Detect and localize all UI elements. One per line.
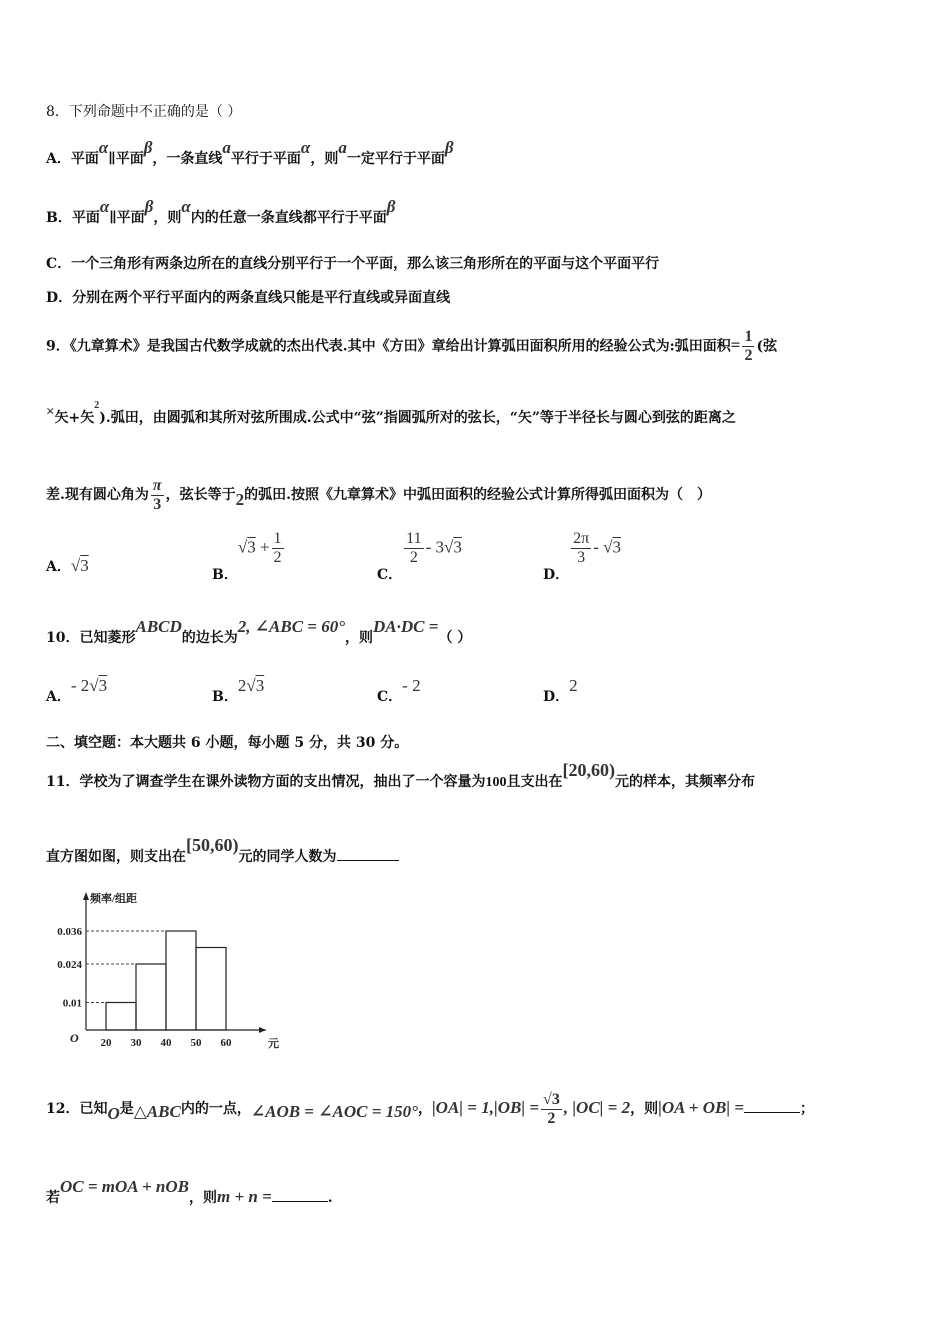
text: 差.现有圆心角为 bbox=[46, 487, 149, 503]
number: 100 bbox=[485, 775, 507, 790]
text: 内的一点， bbox=[180, 1101, 251, 1117]
text: 且支出在 bbox=[506, 774, 563, 790]
text: 的弧田.按照《九章算术》中弧田面积的经验公式计算所得弧田面积为（ ） bbox=[244, 487, 711, 503]
text: ，则 bbox=[153, 210, 182, 226]
histogram-bar bbox=[166, 931, 196, 1030]
text: ).弧田，由圆弧和其所对弦所围成.公式中“弦”指圆弧所对的弦长，“矢”等于半径长与圆心到弦的距离之 bbox=[99, 410, 736, 426]
denominator: 2 bbox=[744, 347, 753, 364]
x-tick-label: 50 bbox=[190, 1037, 202, 1049]
math: = bbox=[730, 335, 741, 355]
text: 一个三角形有两条边所在的直线分别平行于一个平面，那么该三角形所在的平面与这个平面平行 bbox=[71, 256, 660, 272]
math: - 3√3 bbox=[425, 537, 462, 557]
text: ∥平面 bbox=[108, 151, 144, 167]
text: ，则 bbox=[188, 1190, 217, 1206]
radicand: 3 bbox=[247, 537, 256, 557]
y-tick-label: 0.036 bbox=[57, 926, 82, 938]
math: β bbox=[144, 197, 154, 216]
q9-line-3 bbox=[46, 474, 711, 515]
text: ，弦长等于 bbox=[165, 487, 236, 503]
text: ； bbox=[800, 1101, 815, 1117]
section-heading: 二、填空题：本大题共 6 小题，每小题 5 分，共 30 分。 bbox=[46, 735, 409, 751]
histogram-bar bbox=[136, 964, 166, 1030]
text: ， bbox=[417, 1101, 432, 1117]
q9-options bbox=[46, 530, 906, 583]
option-label: B． bbox=[212, 689, 238, 705]
q10-stem bbox=[46, 617, 472, 648]
fraction-one-half bbox=[742, 328, 754, 365]
text: 9．《九章算术》是我国古代数学成就的杰出代表.其中《方田》章给出计算弧田面积所用的经验公式为:弧田面积 bbox=[46, 338, 731, 355]
denominator: 2 bbox=[409, 549, 418, 566]
origin-label: O bbox=[70, 1031, 79, 1045]
x-tick-label: 60 bbox=[220, 1037, 232, 1049]
coefficient: 2 bbox=[237, 676, 247, 695]
text: 分别在两个平行平面内的两条直线只能是平行直线或异面直线 bbox=[72, 290, 451, 306]
numerator: 1 bbox=[273, 530, 282, 547]
math: 2 bbox=[235, 490, 245, 509]
math: a bbox=[222, 138, 231, 157]
q10-option-a bbox=[46, 676, 108, 707]
text: 若 bbox=[46, 1190, 60, 1206]
q9-line-1 bbox=[46, 328, 777, 365]
radicand: 3 bbox=[453, 537, 462, 557]
math: 2 bbox=[94, 400, 100, 411]
math: [20,60) bbox=[562, 760, 615, 780]
q9-option-d bbox=[543, 530, 621, 583]
text: 内的任意一条直线都平行于平面 bbox=[190, 210, 387, 226]
math: |OB| = bbox=[493, 1098, 540, 1117]
fraction bbox=[272, 530, 284, 567]
q8-option-d bbox=[46, 288, 450, 308]
minus-term: - 3 bbox=[425, 537, 444, 557]
q10-options bbox=[46, 676, 906, 710]
math: β bbox=[444, 138, 454, 157]
math: - √3 bbox=[593, 537, 621, 557]
answer-blank[interactable] bbox=[337, 846, 399, 861]
q9-line-2 bbox=[46, 400, 736, 430]
radicand: 3 bbox=[98, 676, 108, 695]
denominator: 2 bbox=[547, 1109, 556, 1127]
histogram-bar bbox=[196, 948, 226, 1031]
option-label: D． bbox=[543, 689, 570, 705]
plus-sign: + bbox=[259, 537, 270, 557]
x-tick-label: 20 bbox=[100, 1037, 112, 1049]
math: [50,60) bbox=[186, 835, 239, 855]
text: ，则 bbox=[345, 630, 374, 646]
text: （ ） bbox=[438, 630, 472, 646]
option-label: A． bbox=[46, 151, 71, 167]
answer-blank[interactable] bbox=[272, 1187, 328, 1202]
denominator: 2 bbox=[273, 549, 282, 566]
text: ，则 bbox=[310, 151, 339, 167]
option-label: A． bbox=[46, 559, 71, 575]
text: 一定平行于平面 bbox=[346, 151, 445, 167]
radicand: 3 bbox=[80, 556, 89, 575]
option-label: B． bbox=[46, 210, 72, 226]
math: √3 bbox=[70, 556, 89, 575]
text: 是 bbox=[119, 1101, 134, 1117]
denominator: 3 bbox=[577, 549, 586, 566]
text: 矢+矢 bbox=[54, 410, 95, 426]
x-tick-label: 40 bbox=[160, 1037, 172, 1049]
text: ∥平面 bbox=[109, 210, 145, 226]
answer-blank[interactable] bbox=[744, 1098, 800, 1113]
math: ∠AOB = ∠AOC = 150° bbox=[250, 1102, 418, 1121]
text: (弦 bbox=[756, 338, 778, 355]
text: 元的同学人数为 bbox=[238, 849, 337, 865]
q9-option-b bbox=[212, 530, 286, 583]
numerator: √3 bbox=[543, 1090, 560, 1108]
fraction bbox=[404, 530, 423, 567]
option-label: A． bbox=[46, 689, 71, 705]
histogram-bar bbox=[106, 1003, 136, 1031]
math: β bbox=[143, 138, 153, 157]
q11-line-2 bbox=[46, 835, 399, 867]
numerator: π bbox=[152, 476, 162, 494]
option-label: C． bbox=[377, 566, 403, 583]
text: 平面 bbox=[70, 151, 99, 167]
coefficient: - 2 bbox=[70, 676, 90, 695]
text: 平面 bbox=[71, 210, 100, 226]
text: 平行于平面 bbox=[230, 151, 301, 167]
x-axis-label: 元 bbox=[268, 1038, 279, 1050]
minus-sign: - bbox=[593, 537, 599, 557]
text: 直方图如图，则支出在 bbox=[46, 849, 186, 865]
math: β bbox=[386, 197, 396, 216]
q9-option-c bbox=[377, 530, 462, 583]
option-label: D． bbox=[543, 566, 570, 583]
math: α bbox=[181, 197, 191, 216]
text: . bbox=[327, 1190, 333, 1206]
math: , |OC| = 2 bbox=[563, 1098, 631, 1117]
q8-option-a bbox=[46, 138, 454, 169]
q8-option-b bbox=[46, 197, 396, 228]
math: √3 + bbox=[237, 537, 270, 557]
math: 2, ∠ABC = 60° bbox=[237, 617, 346, 636]
x-tick-label: 30 bbox=[130, 1037, 142, 1049]
radicand: 3 bbox=[612, 537, 621, 557]
q9-option-a bbox=[46, 556, 89, 577]
option-label: C． bbox=[377, 689, 403, 705]
math: OC = mOA + nOB bbox=[60, 1177, 189, 1196]
y-axis-arrow bbox=[83, 892, 89, 900]
text: 12．已知 bbox=[46, 1101, 108, 1117]
math: DA·DC = bbox=[373, 617, 439, 636]
q10-option-b bbox=[212, 676, 265, 707]
q8-stem: 8．下列命题中不正确的是（ ） bbox=[46, 104, 242, 120]
numerator: 2π bbox=[573, 530, 590, 547]
denominator: 3 bbox=[153, 495, 162, 513]
text: 10．已知菱形 bbox=[46, 630, 136, 646]
math: 2√3 bbox=[237, 676, 265, 695]
x-axis-arrow bbox=[259, 1027, 266, 1033]
y-axis-label: 频率/组距 bbox=[90, 893, 138, 905]
math: a bbox=[338, 138, 347, 157]
numerator: 1 bbox=[744, 328, 753, 345]
q8-option-c bbox=[46, 254, 659, 274]
numerator: 11 bbox=[406, 530, 422, 547]
math: α bbox=[300, 138, 311, 157]
text: ，则 bbox=[630, 1101, 659, 1117]
math: - 2√3 bbox=[70, 676, 108, 695]
radicand: 3 bbox=[255, 676, 265, 695]
text: 元的样本，其频率分布 bbox=[614, 774, 755, 790]
math: α bbox=[99, 197, 110, 216]
math: α bbox=[98, 138, 109, 157]
q11-line-1 bbox=[46, 760, 755, 793]
math: O bbox=[107, 1104, 120, 1123]
frequency-histogram bbox=[40, 884, 280, 1054]
math: △ABC bbox=[133, 1102, 181, 1121]
fraction-pi-over-3 bbox=[151, 477, 164, 514]
text: ，一条直线 bbox=[152, 151, 223, 167]
math: m + n = bbox=[216, 1187, 272, 1206]
q10-option-c bbox=[377, 676, 421, 707]
q12-line-2 bbox=[46, 1177, 333, 1208]
math: ABCD bbox=[135, 617, 182, 636]
fraction-root3-over-2 bbox=[541, 1091, 562, 1128]
math: × bbox=[46, 404, 55, 420]
math: 2 bbox=[569, 676, 578, 695]
option-label: B． bbox=[212, 566, 238, 583]
y-tick-label: 0.01 bbox=[62, 997, 82, 1010]
q12-line-1 bbox=[46, 1086, 814, 1131]
text: 11．学校为了调查学生在课外读物方面的支出情况，抽出了一个容量为 bbox=[46, 774, 486, 790]
option-label: D． bbox=[46, 290, 73, 306]
math: |OA + OB| = bbox=[658, 1098, 745, 1117]
fraction bbox=[571, 530, 591, 567]
y-tick-label: 0.024 bbox=[57, 959, 82, 971]
math: |OA| = 1, bbox=[431, 1098, 494, 1117]
option-label: C． bbox=[46, 256, 72, 272]
q10-option-d bbox=[543, 676, 578, 707]
text: 的边长为 bbox=[181, 630, 238, 646]
math: - 2 bbox=[402, 676, 421, 695]
